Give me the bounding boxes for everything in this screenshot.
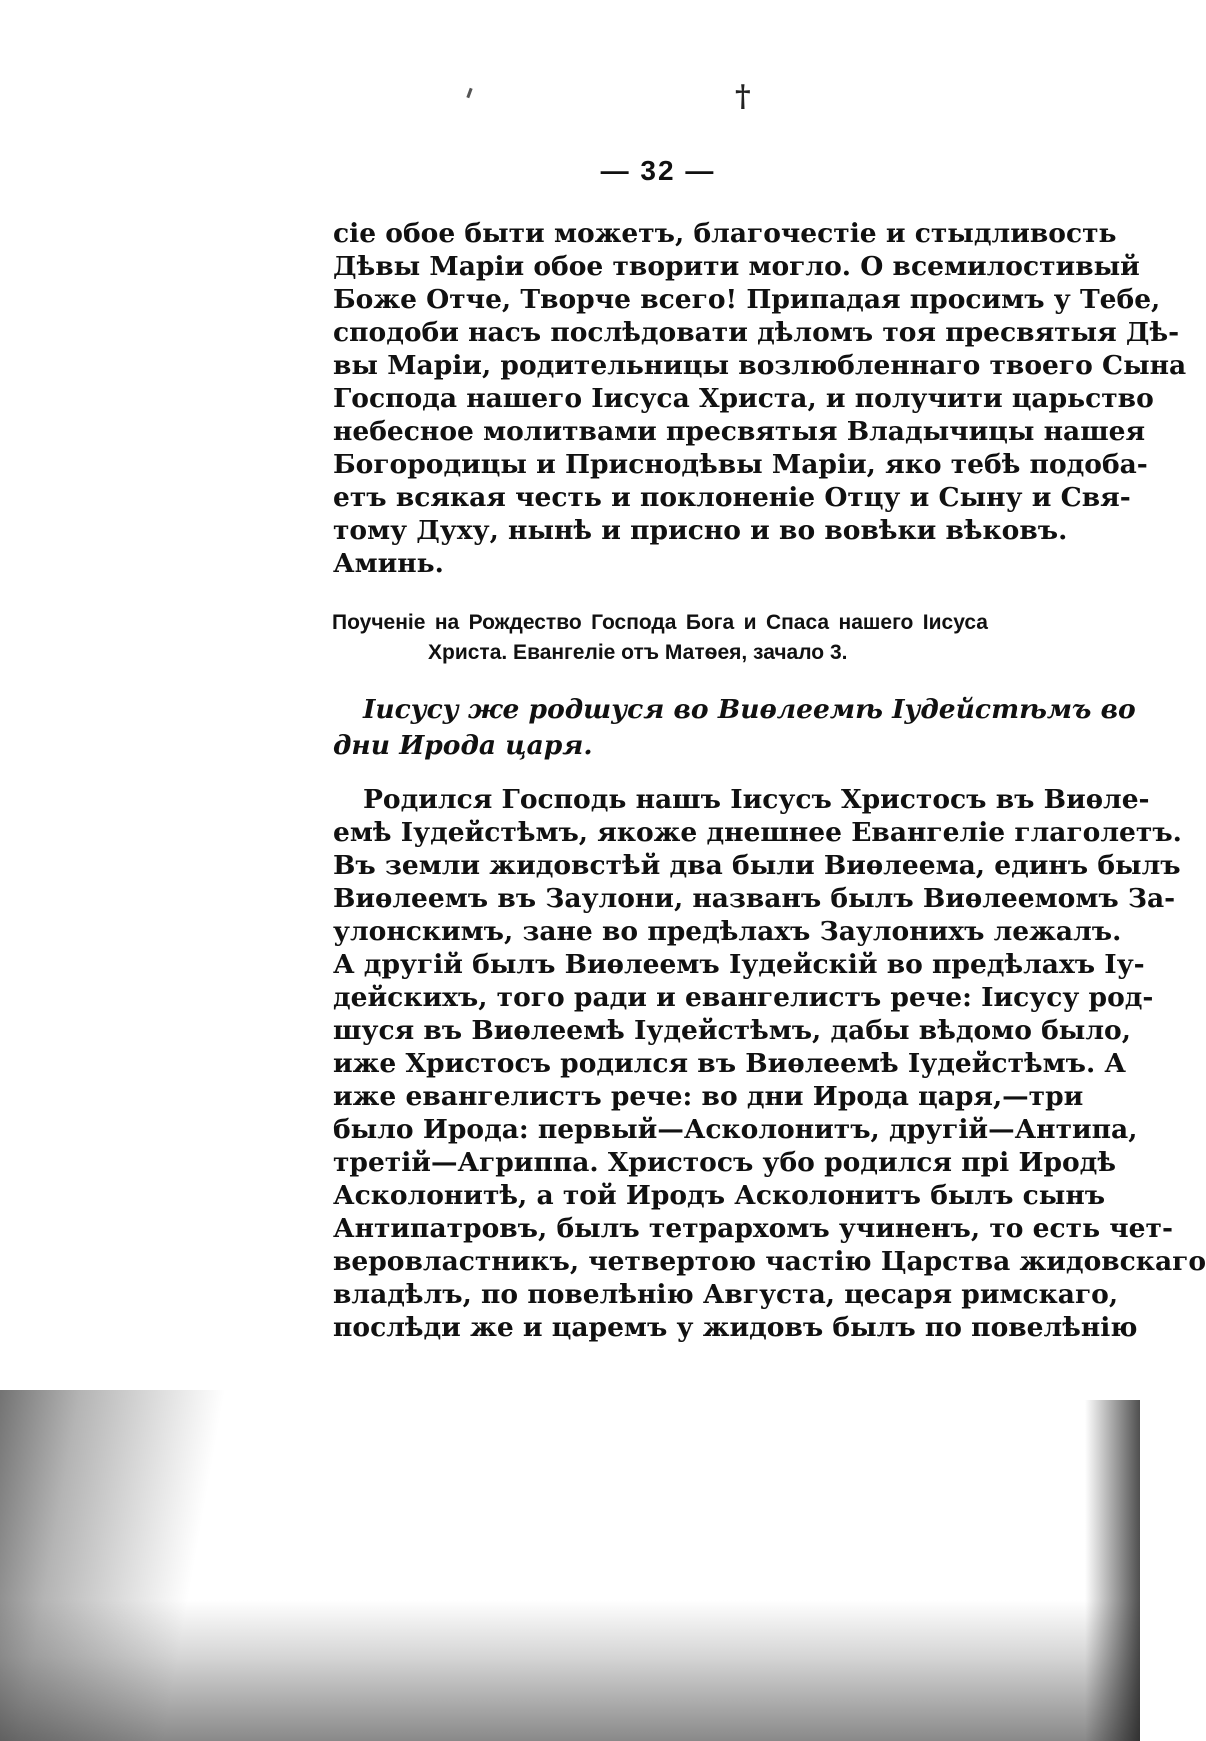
text-line: было Ирода: первый—Асколонитъ, другій—Антипа, (333, 1114, 1138, 1145)
text-line: сіе обое быти можетъ, благочестіе и стыдливость (333, 218, 1117, 249)
text-line: иже евангелистъ рече: во дни Ирода царя,—три (333, 1081, 1084, 1112)
text-line: Антипатровъ, былъ тетрархомъ учиненъ, то есть чет- (333, 1213, 1173, 1244)
ink-mark (466, 88, 472, 98)
text-line: Господа нашего Іисуса Христа, и получити царьство (333, 383, 1154, 414)
dagger-mark-icon: † (735, 79, 751, 114)
section-heading (332, 608, 988, 668)
text-line: сподоби насъ послѣдовати дѣломъ тоя пресвятыя Дѣ- (333, 317, 1180, 348)
heading-line: Христа. Евангеліе отъ Матѳея, зачало 3. (428, 641, 848, 664)
text-line: Въ земли жидовстѣй два были Виѳлеема, единъ былъ (333, 850, 1181, 881)
text-line: Богородицы и Приснодѣвы Маріи, яко тебѣ подоба- (333, 449, 1148, 480)
text-line: послѣди же и царемъ у жидовъ былъ по повелѣнію (333, 1312, 1138, 1343)
text-line: веровластникъ, четвертою частію Царства жидовскаго (333, 1246, 1206, 1277)
text-line: Родился Господь нашъ Іисусъ Христосъ въ Виѳле- (363, 784, 1150, 815)
text-line: вы Маріи, родительницы возлюбленнаго твоего Сына (333, 350, 1187, 381)
text-line: емѣ Іудейстѣмъ, якоже днешнее Евангеліе глаголетъ. (333, 817, 1182, 848)
text-line: третій—Агриппа. Христосъ убо родился прі Иродѣ (333, 1147, 1116, 1178)
text-line: иже Христосъ родился въ Виѳлеемѣ Іудейстѣмъ. А (333, 1048, 1127, 1079)
text-line: Дѣвы Маріи обое творити могло. О всемилостивый (333, 251, 1140, 282)
text-line: А другій былъ Виѳлеемъ Іудейскій во предѣлахъ Іу- (333, 949, 1145, 980)
paragraph-sermon (333, 783, 1206, 1344)
text-line: Виѳлеемъ въ Заулони, названъ былъ Виѳлеемомъ За- (333, 883, 1176, 914)
text-line: Боже Отче, Творче всего! Припадая просимъ у Тебе, (333, 284, 1161, 315)
epigraph (333, 692, 1136, 764)
text-line: небесное молитвами пресвятыя Владычицы нашея (333, 416, 1146, 447)
text-line: тому Духу, нынѣ и присно и во вовѣки вѣковъ. (333, 515, 1068, 546)
page-number: — 32 — (600, 155, 716, 186)
page-stain-bottom (0, 1600, 1140, 1741)
text-line: Аминь. (333, 548, 444, 579)
text-line: етъ всякая честь и поклоненіе Отцу и Сыну и Свя- (333, 482, 1131, 513)
text-line: владѣлъ, по повелѣнію Августа, цесаря римскаго, (333, 1279, 1119, 1310)
heading-line: Поученіе на Рождество Господа Бога и Спаса нашего Іисуса (332, 611, 988, 634)
text-line: улонскимъ, зане во предѣлахъ Заулонихъ лежалъ. (333, 916, 1122, 947)
text-line: шуся въ Виѳлеемѣ Іудейстѣмъ, дабы вѣдомо было, (333, 1015, 1131, 1046)
epigraph-line: Іисусу же родшуся во Виѳлеемѣ Іудейстѣмъ во (363, 694, 1136, 725)
epigraph-line: дни Ирода царя. (333, 730, 593, 761)
text-line: Асколонитѣ, а той Иродъ Асколонитъ былъ сынъ (333, 1180, 1106, 1211)
paragraph-prayer (333, 217, 1187, 580)
page-edge-shadow (1085, 1400, 1140, 1741)
text-line: дейскихъ, того ради и евангелистъ рече: Іисусу род- (333, 982, 1154, 1013)
